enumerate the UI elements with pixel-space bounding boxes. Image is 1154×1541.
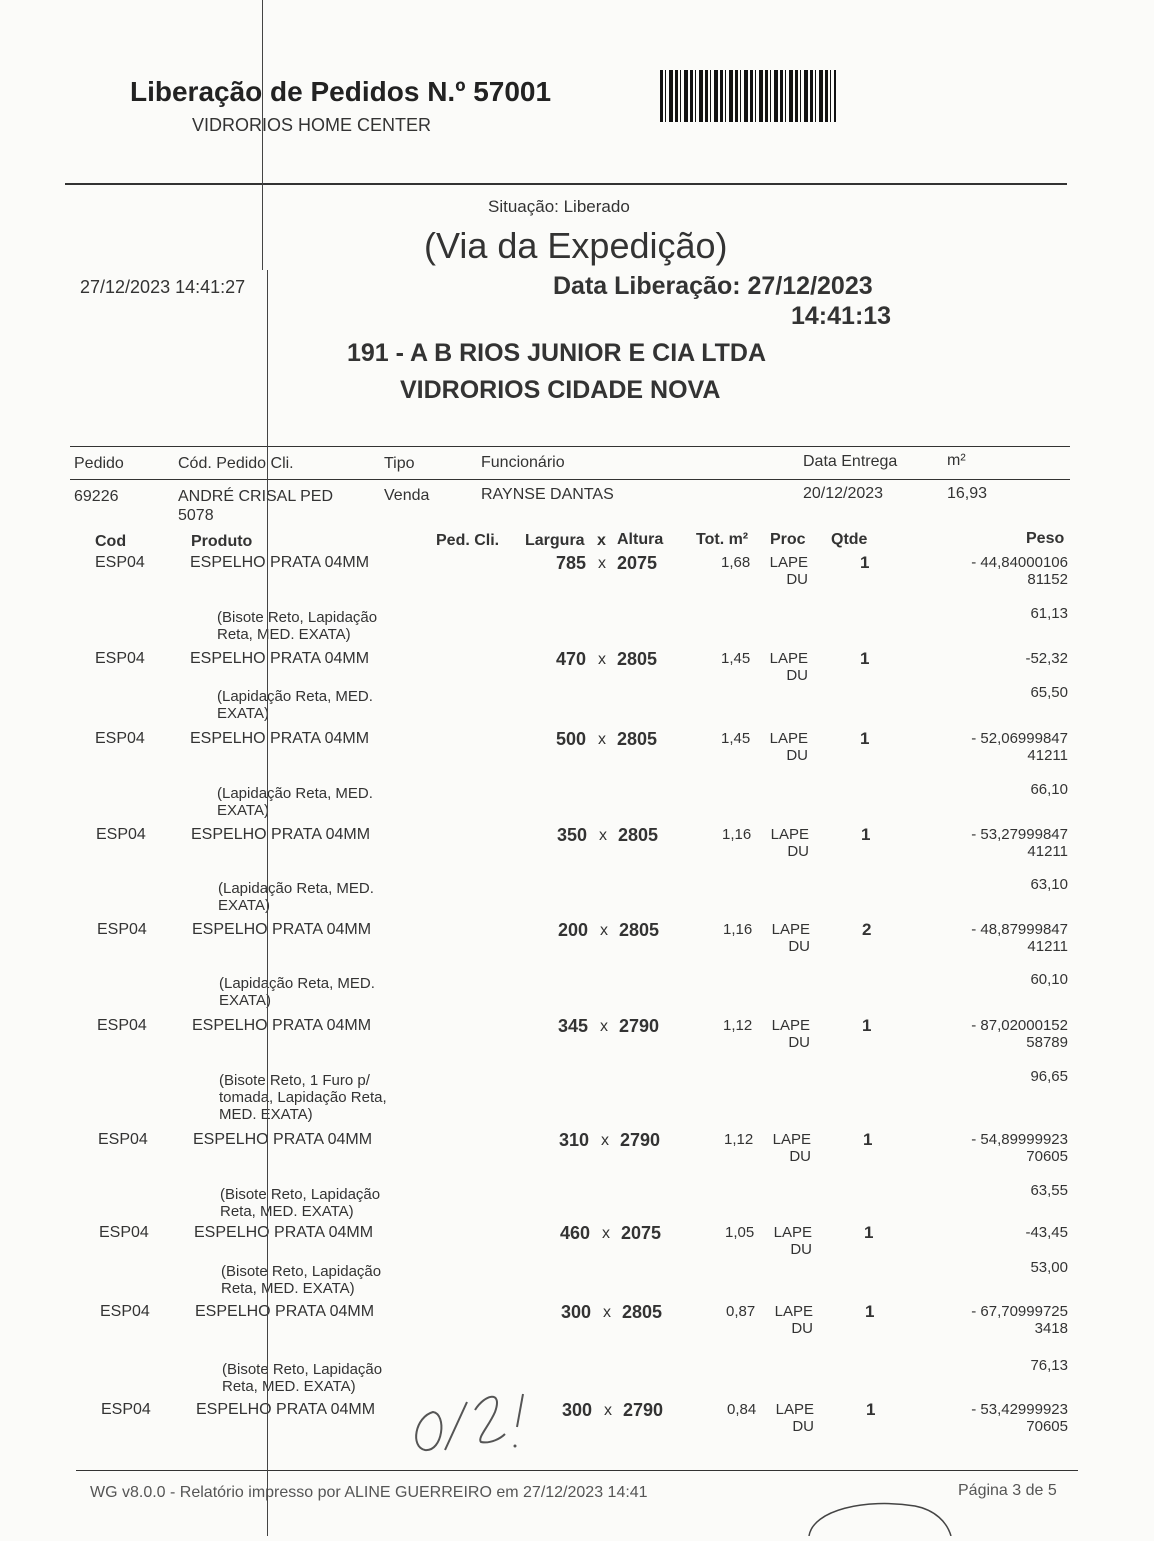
col-largura: Largura — [525, 532, 585, 549]
item-x: x — [602, 1225, 610, 1242]
item-altura: 2805 — [617, 649, 658, 669]
item-produto: ESPELHO PRATA 04MM — [192, 1017, 372, 1034]
item-altura: 2790 — [619, 1016, 660, 1036]
col-proc: Proc — [770, 531, 806, 548]
item-qtde: 1 — [862, 1016, 872, 1035]
release-time: 14:41:13 — [791, 302, 892, 330]
col-cod: Cod — [95, 533, 127, 550]
order-data-entrega: 20/12/2023 — [803, 485, 884, 502]
item-tot-m2: 1,45 — [721, 650, 751, 667]
order-cod-pedido-cli-2: 5078 — [178, 507, 214, 524]
order-m2: 16,93 — [947, 485, 988, 502]
page-title: Liberação de Pedidos N.º 57001 — [130, 76, 552, 107]
item-peso-2: 63,10 — [1030, 876, 1068, 893]
item-qtde: 1 — [861, 825, 871, 844]
item-altura: 2075 — [621, 1223, 662, 1243]
item-largura: 300 — [561, 1302, 592, 1322]
item-altura: 2790 — [620, 1130, 661, 1150]
item-cod: ESP04 — [98, 1131, 148, 1148]
item-x: x — [600, 1018, 608, 1035]
item-peso-2: 53,00 — [1030, 1259, 1068, 1276]
col-ped-cli: Ped. Cli. — [436, 532, 500, 549]
item-produto: ESPELHO PRATA 04MM — [194, 1224, 374, 1241]
col-produto: Produto — [191, 533, 253, 550]
col-pedido: Pedido — [74, 455, 124, 472]
item-descricao: (Lapidação Reta, MED. EXATA) — [217, 688, 373, 722]
item-qtde: 1 — [866, 1400, 876, 1419]
item-largura: 200 — [558, 920, 589, 940]
handwritten-mark — [805, 1500, 955, 1536]
item-cod: ESP04 — [95, 730, 145, 747]
item-peso-2: 61,13 — [1030, 605, 1068, 622]
item-largura: 460 — [560, 1223, 591, 1243]
item-descricao: (Bisote Reto, Lapidação Reta, MED. EXATA) — [220, 1186, 381, 1220]
item-descricao: (Lapidação Reta, MED. EXATA) — [217, 785, 373, 819]
col-altura: Altura — [617, 531, 664, 548]
item-tot-m2: 1,12 — [724, 1131, 754, 1148]
item-tot-m2: 0,84 — [727, 1401, 757, 1418]
col-tot-m2: Tot. m² — [696, 531, 749, 548]
item-x: x — [603, 1304, 611, 1321]
item-qtde: 2 — [862, 920, 872, 939]
col-x: x — [597, 532, 606, 549]
item-proc: LAPE DU — [772, 1131, 811, 1165]
col-m2: m² — [947, 452, 966, 469]
item-peso-2: 96,65 — [1030, 1068, 1068, 1085]
scan-fold-line — [267, 270, 268, 1536]
item-peso: - 87,02000152 58789 — [971, 1017, 1068, 1051]
order-funcionario: RAYNSE DANTAS — [481, 486, 614, 503]
item-tot-m2: 1,16 — [722, 826, 752, 843]
item-peso: -52,32 — [1025, 650, 1068, 667]
item-qtde: 1 — [860, 649, 870, 668]
item-x: x — [598, 731, 606, 748]
copy-type: (Via da Expedição) — [424, 225, 728, 266]
item-altura: 2805 — [618, 825, 659, 845]
barcode — [660, 70, 836, 122]
col-qtde: Qtde — [831, 531, 868, 548]
client-name: 191 - A B RIOS JUNIOR E CIA LTDA — [347, 339, 767, 367]
item-altura: 2805 — [619, 920, 660, 940]
item-altura: 2075 — [617, 553, 658, 573]
item-proc: LAPE DU — [769, 554, 808, 588]
col-peso: Peso — [1026, 530, 1065, 547]
item-produto: ESPELHO PRATA 04MM — [195, 1303, 375, 1320]
item-x: x — [601, 1132, 609, 1149]
item-x: x — [598, 651, 606, 668]
item-altura: 2805 — [622, 1302, 663, 1322]
order-cod-pedido-cli: ANDRÉ CRISAL PED — [178, 488, 333, 505]
item-peso-2: 65,50 — [1030, 684, 1068, 701]
divider-order-header — [70, 479, 1070, 480]
item-tot-m2: 1,68 — [721, 554, 751, 571]
company-name: VIDRORIOS HOME CENTER — [192, 115, 432, 135]
item-x: x — [604, 1402, 612, 1419]
item-largura: 470 — [556, 649, 587, 669]
item-produto: ESPELHO PRATA 04MM — [192, 921, 372, 938]
item-proc: LAPE DU — [773, 1224, 812, 1258]
item-peso: - 67,70999725 3418 — [971, 1303, 1068, 1337]
item-qtde: 1 — [860, 553, 870, 572]
item-produto: ESPELHO PRATA 04MM — [190, 554, 370, 571]
item-cod: ESP04 — [101, 1401, 151, 1418]
item-proc: LAPE DU — [771, 921, 810, 955]
item-largura: 300 — [562, 1400, 593, 1420]
handwritten-note — [405, 1372, 535, 1452]
item-peso: - 54,89999923 70605 — [971, 1131, 1068, 1165]
item-peso-2: 66,10 — [1030, 781, 1068, 798]
item-x: x — [598, 555, 606, 572]
item-tot-m2: 0,87 — [726, 1303, 756, 1320]
order-tipo: Venda — [384, 487, 430, 504]
page-number: Página 3 de 5 — [958, 1482, 1057, 1499]
item-largura: 500 — [556, 729, 587, 749]
item-descricao: (Bisote Reto, Lapidação Reta, MED. EXATA) — [221, 1263, 382, 1297]
item-altura: 2805 — [617, 729, 658, 749]
item-peso-2: 76,13 — [1030, 1357, 1068, 1374]
item-proc: LAPE DU — [770, 826, 809, 860]
item-largura: 350 — [557, 825, 588, 845]
order-pedido: 69226 — [74, 488, 119, 505]
item-cod: ESP04 — [95, 554, 145, 571]
item-descricao: (Bisote Reto, 1 Furo p/ tomada, Lapidação Reta, MED. EXATA) — [219, 1072, 387, 1123]
divider-order-top — [70, 446, 1070, 447]
item-descricao: (Bisote Reto, Lapidação Reta, MED. EXATA) — [222, 1361, 383, 1395]
item-altura: 2790 — [623, 1400, 664, 1420]
item-qtde: 1 — [865, 1302, 875, 1321]
item-cod: ESP04 — [97, 1017, 147, 1034]
col-cod-pedido-cli: Cód. Pedido Cli. — [178, 455, 294, 472]
item-x: x — [600, 922, 608, 939]
status-text: Situação: Liberado — [488, 197, 630, 216]
item-proc: LAPE DU — [769, 650, 808, 684]
item-peso-2: 60,10 — [1030, 971, 1068, 988]
item-peso: - 53,42999923 70605 — [971, 1401, 1068, 1435]
item-peso: - 44,84000106 81152 — [971, 554, 1068, 588]
footer-text: WG v8.0.0 - Relatório impresso por ALINE GUERREIRO em 27/12/2023 14:41 — [90, 1484, 648, 1501]
item-qtde: 1 — [863, 1130, 873, 1149]
item-produto: ESPELHO PRATA 04MM — [193, 1131, 373, 1148]
client-store: VIDRORIOS CIDADE NOVA — [400, 376, 721, 404]
item-proc: LAPE DU — [775, 1401, 814, 1435]
item-descricao: (Lapidação Reta, MED. EXATA) — [219, 975, 375, 1009]
item-produto: ESPELHO PRATA 04MM — [190, 730, 370, 747]
item-proc: LAPE DU — [774, 1303, 813, 1337]
item-tot-m2: 1,12 — [723, 1017, 753, 1034]
divider-footer — [76, 1470, 1078, 1471]
col-funcionario: Funcionário — [481, 454, 565, 471]
item-proc: LAPE DU — [771, 1017, 810, 1051]
item-produto: ESPELHO PRATA 04MM — [196, 1401, 376, 1418]
item-peso: - 48,87999847 41211 — [971, 921, 1068, 955]
item-tot-m2: 1,05 — [725, 1224, 755, 1241]
item-produto: ESPELHO PRATA 04MM — [190, 650, 370, 667]
item-descricao: (Lapidação Reta, MED. EXATA) — [218, 880, 374, 914]
item-x: x — [599, 827, 607, 844]
item-descricao: (Bisote Reto, Lapidação Reta, MED. EXATA) — [217, 609, 378, 643]
item-largura: 345 — [558, 1016, 589, 1036]
item-largura: 310 — [559, 1130, 590, 1150]
divider-top — [65, 183, 1067, 185]
col-tipo: Tipo — [384, 455, 415, 472]
release-date: Data Liberação: 27/12/2023 — [553, 272, 873, 300]
scan-fold-line-top — [262, 0, 263, 270]
item-largura: 785 — [556, 553, 587, 573]
item-produto: ESPELHO PRATA 04MM — [191, 826, 371, 843]
item-cod: ESP04 — [97, 921, 147, 938]
item-peso: - 53,27999847 41211 — [971, 826, 1068, 860]
item-cod: ESP04 — [100, 1303, 150, 1320]
item-tot-m2: 1,16 — [723, 921, 753, 938]
item-qtde: 1 — [864, 1223, 874, 1242]
item-peso-2: 63,55 — [1030, 1182, 1068, 1199]
item-cod: ESP04 — [95, 650, 145, 667]
col-data-entrega: Data Entrega — [803, 453, 898, 470]
item-cod: ESP04 — [96, 826, 146, 843]
item-peso: -43,45 — [1025, 1224, 1068, 1241]
printed-timestamp: 27/12/2023 14:41:27 — [80, 277, 246, 297]
item-qtde: 1 — [860, 729, 870, 748]
item-proc: LAPE DU — [769, 730, 808, 764]
item-cod: ESP04 — [99, 1224, 149, 1241]
item-peso: - 52,06999847 41211 — [971, 730, 1068, 764]
item-tot-m2: 1,45 — [721, 730, 751, 747]
